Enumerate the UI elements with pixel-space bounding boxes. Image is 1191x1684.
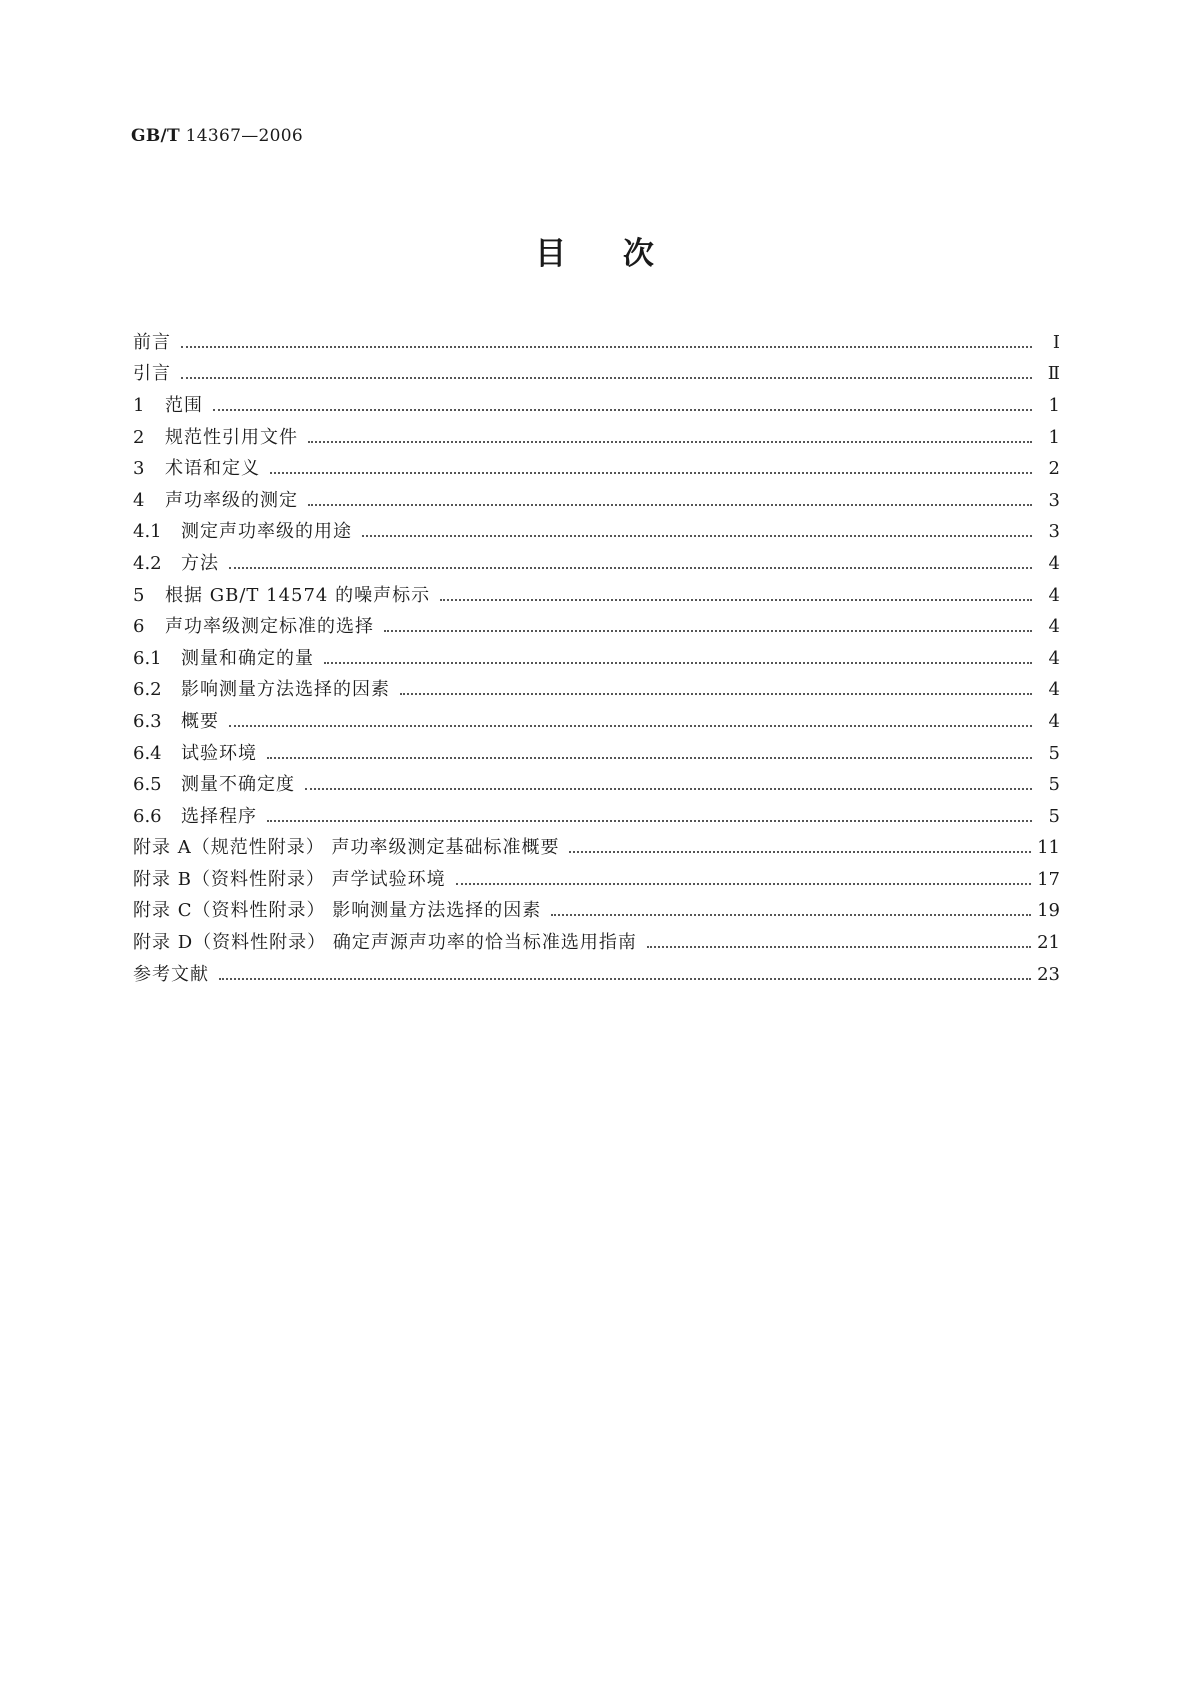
document-code xyxy=(131,126,303,146)
dot-leader xyxy=(229,567,1032,569)
toc-entry-page: 3 xyxy=(1048,489,1060,511)
toc-entry-page: 4 xyxy=(1048,710,1060,732)
toc-entry-page: 4 xyxy=(1048,679,1060,701)
toc-entry-number: 6 xyxy=(133,616,145,638)
toc-entry-page: Ⅰ xyxy=(1052,331,1060,353)
toc-entry[interactable] xyxy=(133,580,1060,612)
toc-entry[interactable] xyxy=(133,422,1060,454)
toc-entry-number: 4.1 xyxy=(133,521,162,543)
dot-leader xyxy=(270,472,1032,474)
toc-entry[interactable] xyxy=(133,390,1060,422)
toc-entry-number: 4 xyxy=(133,489,145,511)
dot-leader xyxy=(324,662,1032,664)
dot-leader xyxy=(551,914,1031,916)
toc-entry-page: 4 xyxy=(1048,647,1060,669)
dot-leader xyxy=(400,693,1032,695)
toc-entry-page: 11 xyxy=(1037,837,1060,859)
toc-entry[interactable] xyxy=(133,706,1060,738)
dot-leader xyxy=(229,725,1032,727)
toc-entry-label: 试验环境 xyxy=(181,742,257,764)
table-of-contents xyxy=(133,327,1060,990)
dot-leader xyxy=(384,630,1032,632)
toc-entry-page: 5 xyxy=(1048,774,1060,796)
toc-entry[interactable] xyxy=(133,548,1060,580)
toc-entry-label: 选择程序 xyxy=(181,805,257,827)
toc-entry[interactable] xyxy=(133,864,1060,896)
standard-prefix: GB/T xyxy=(131,126,180,146)
toc-entry-page: 4 xyxy=(1048,552,1060,574)
dot-leader xyxy=(647,946,1031,948)
toc-entry-label: 附录 A（规范性附录） 声功率级测定基础标准概要 xyxy=(133,837,560,859)
toc-entry-label: 测量和确定的量 xyxy=(181,647,314,669)
toc-entry-number: 6.6 xyxy=(133,805,162,827)
toc-entry-label: 附录 C（资料性附录） 影响测量方法选择的因素 xyxy=(133,900,542,922)
toc-entry[interactable] xyxy=(133,611,1060,643)
toc-entry-label: 前言 xyxy=(133,331,171,353)
toc-entry-number: 4.2 xyxy=(133,552,162,574)
toc-entry-page: 1 xyxy=(1048,394,1060,416)
toc-entry-label: 声功率级的测定 xyxy=(165,489,298,511)
toc-entry-number: 6.2 xyxy=(133,679,162,701)
toc-entry-page: 4 xyxy=(1048,584,1060,606)
toc-entry-number: 3 xyxy=(133,458,145,480)
toc-entry-number: 6.3 xyxy=(133,710,162,732)
toc-entry-label: 范围 xyxy=(165,394,203,416)
toc-entry-number: 6.4 xyxy=(133,742,162,764)
dot-leader xyxy=(267,820,1032,822)
toc-entry[interactable] xyxy=(133,959,1060,991)
dot-leader xyxy=(181,377,1032,379)
dot-leader xyxy=(440,599,1032,601)
toc-entry-page: 19 xyxy=(1037,900,1060,922)
toc-entry-number: 5 xyxy=(133,584,145,606)
toc-entry-label: 附录 B（资料性附录） 声学试验环境 xyxy=(133,868,446,890)
toc-entry[interactable] xyxy=(133,485,1060,517)
toc-entry-label: 概要 xyxy=(181,710,219,732)
toc-entry-number: 6.5 xyxy=(133,774,162,796)
toc-entry-page: Ⅱ xyxy=(1047,363,1060,385)
standard-number: 14367—2006 xyxy=(185,126,304,146)
toc-entry-label: 根据 GB/T 14574 的噪声标示 xyxy=(165,584,431,606)
toc-entry-page: 4 xyxy=(1048,616,1060,638)
toc-entry-page: 17 xyxy=(1037,868,1060,890)
dot-leader xyxy=(267,757,1032,759)
toc-entry-label: 术语和定义 xyxy=(165,458,260,480)
toc-entry-page: 23 xyxy=(1037,963,1060,985)
toc-entry[interactable] xyxy=(133,769,1060,801)
toc-entry-label: 参考文献 xyxy=(133,963,209,985)
dot-leader xyxy=(569,851,1031,853)
toc-entry-label: 规范性引用文件 xyxy=(165,426,298,448)
toc-entry[interactable] xyxy=(133,327,1060,359)
toc-entry-label: 引言 xyxy=(133,363,171,385)
toc-entry-page: 5 xyxy=(1048,742,1060,764)
toc-entry-label: 声功率级测定标准的选择 xyxy=(165,616,374,638)
toc-entry[interactable] xyxy=(133,517,1060,549)
toc-entry-page: 3 xyxy=(1048,521,1060,543)
toc-entry-page: 21 xyxy=(1037,932,1060,954)
toc-entry-number: 2 xyxy=(133,426,145,448)
dot-leader xyxy=(456,883,1031,885)
toc-entry[interactable] xyxy=(133,359,1060,391)
toc-entry-label: 测定声功率级的用途 xyxy=(181,521,352,543)
dot-leader xyxy=(308,504,1032,506)
toc-entry-page: 2 xyxy=(1048,458,1060,480)
toc-entry[interactable] xyxy=(133,801,1060,833)
toc-entry-label: 附录 D（资料性附录） 确定声源声功率的恰当标准选用指南 xyxy=(133,932,637,954)
toc-entry-label: 测量不确定度 xyxy=(181,774,295,796)
dot-leader xyxy=(308,441,1032,443)
dot-leader xyxy=(181,346,1032,348)
toc-entry-page: 1 xyxy=(1048,426,1060,448)
toc-entry[interactable] xyxy=(133,643,1060,675)
toc-entry[interactable] xyxy=(133,675,1060,707)
toc-entry[interactable] xyxy=(133,738,1060,770)
dot-leader xyxy=(362,535,1032,537)
toc-entry[interactable] xyxy=(133,833,1060,865)
toc-entry-number: 1 xyxy=(133,394,145,416)
toc-entry[interactable] xyxy=(133,896,1060,928)
dot-leader xyxy=(305,788,1032,790)
toc-entry-label: 方法 xyxy=(181,552,219,574)
toc-entry[interactable] xyxy=(133,453,1060,485)
dot-leader xyxy=(219,978,1031,980)
page-title: 目 次 xyxy=(535,236,656,272)
toc-entry-page: 5 xyxy=(1048,805,1060,827)
toc-entry-number: 6.1 xyxy=(133,647,162,669)
toc-entry[interactable] xyxy=(133,927,1060,959)
dot-leader xyxy=(213,409,1032,411)
toc-entry-label: 影响测量方法选择的因素 xyxy=(181,679,390,701)
